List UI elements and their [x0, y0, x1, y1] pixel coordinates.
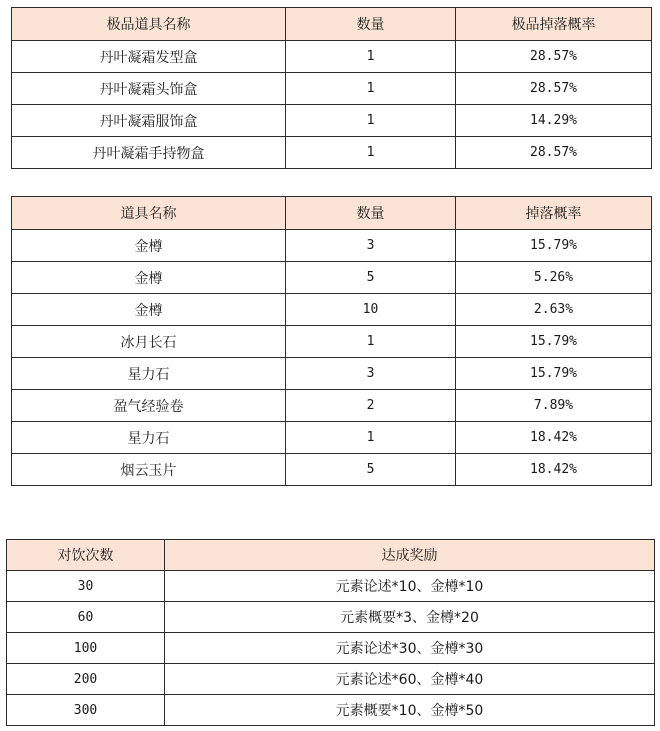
quantity-cell: 1 — [286, 41, 456, 73]
item-name-cell: 丹叶凝霜服饰盒 — [12, 105, 286, 137]
drop-rate-cell: 28.57% — [456, 137, 652, 169]
table-row — [12, 390, 652, 422]
table-row — [12, 358, 652, 390]
drop-rate-cell: 2.63% — [456, 294, 652, 326]
rare-drop-table — [11, 7, 652, 169]
table-row — [12, 262, 652, 294]
table-row — [12, 41, 652, 73]
quantity-cell: 3 — [286, 358, 456, 390]
quantity-cell: 5 — [286, 262, 456, 294]
item-name-cell: 丹叶凝霜手持物盒 — [12, 137, 286, 169]
header-quantity: 数量 — [286, 197, 456, 230]
table-row — [12, 105, 652, 137]
header-reward: 达成奖励 — [165, 540, 655, 571]
quantity-cell: 3 — [286, 230, 456, 262]
reward-cell: 元素概要*10、金樽*50 — [165, 695, 655, 726]
item-name-cell: 金樽 — [12, 294, 286, 326]
drop-rate-cell: 15.79% — [456, 230, 652, 262]
drop-rate-cell: 5.26% — [456, 262, 652, 294]
reward-cell: 元素论述*30、金樽*30 — [165, 633, 655, 664]
quantity-cell: 10 — [286, 294, 456, 326]
reward-cell: 元素论述*60、金樽*40 — [165, 664, 655, 695]
table-row — [12, 422, 652, 454]
drink-count-cell: 60 — [7, 602, 165, 633]
item-name-cell: 星力石 — [12, 422, 286, 454]
table-row — [7, 664, 655, 695]
header-quantity: 数量 — [286, 8, 456, 41]
item-drop-table — [11, 196, 652, 486]
quantity-cell: 1 — [286, 73, 456, 105]
drop-rate-cell: 18.42% — [456, 454, 652, 486]
table-row — [12, 137, 652, 169]
quantity-cell: 2 — [286, 390, 456, 422]
drink-count-cell: 200 — [7, 664, 165, 695]
header-item-name: 极品道具名称 — [12, 8, 286, 41]
table-row — [12, 454, 652, 486]
header-drop-rate: 极品掉落概率 — [456, 8, 652, 41]
item-name-cell: 冰月长石 — [12, 326, 286, 358]
table-header-row — [12, 8, 652, 41]
drop-rate-cell: 15.79% — [456, 326, 652, 358]
header-item-name: 道具名称 — [12, 197, 286, 230]
quantity-cell: 1 — [286, 137, 456, 169]
drop-rate-cell: 28.57% — [456, 41, 652, 73]
table-row — [12, 73, 652, 105]
reward-cell: 元素概要*3、金樽*20 — [165, 602, 655, 633]
table-row — [12, 326, 652, 358]
item-name-cell: 星力石 — [12, 358, 286, 390]
header-drink-count: 对饮次数 — [7, 540, 165, 571]
item-name-cell: 金樽 — [12, 230, 286, 262]
item-name-cell: 烟云玉片 — [12, 454, 286, 486]
table-row — [7, 633, 655, 664]
quantity-cell: 5 — [286, 454, 456, 486]
table-row — [12, 230, 652, 262]
reward-cell: 元素论述*10、金樽*10 — [165, 571, 655, 602]
quantity-cell: 1 — [286, 422, 456, 454]
drop-rate-cell: 14.29% — [456, 105, 652, 137]
table-row — [7, 571, 655, 602]
table-header-row — [7, 540, 655, 571]
item-name-cell: 盈气经验卷 — [12, 390, 286, 422]
quantity-cell: 1 — [286, 105, 456, 137]
reward-table — [6, 539, 655, 726]
drink-count-cell: 300 — [7, 695, 165, 726]
drop-rate-cell: 15.79% — [456, 358, 652, 390]
drop-rate-cell: 7.89% — [456, 390, 652, 422]
drink-count-cell: 100 — [7, 633, 165, 664]
header-drop-rate: 掉落概率 — [456, 197, 652, 230]
table-row — [7, 602, 655, 633]
item-name-cell: 丹叶凝霜发型盒 — [12, 41, 286, 73]
drop-rate-cell: 28.57% — [456, 73, 652, 105]
quantity-cell: 1 — [286, 326, 456, 358]
drop-rate-cell: 18.42% — [456, 422, 652, 454]
item-name-cell: 金樽 — [12, 262, 286, 294]
table-row — [7, 695, 655, 726]
table-row — [12, 294, 652, 326]
drink-count-cell: 30 — [7, 571, 165, 602]
table-header-row — [12, 197, 652, 230]
item-name-cell: 丹叶凝霜头饰盒 — [12, 73, 286, 105]
